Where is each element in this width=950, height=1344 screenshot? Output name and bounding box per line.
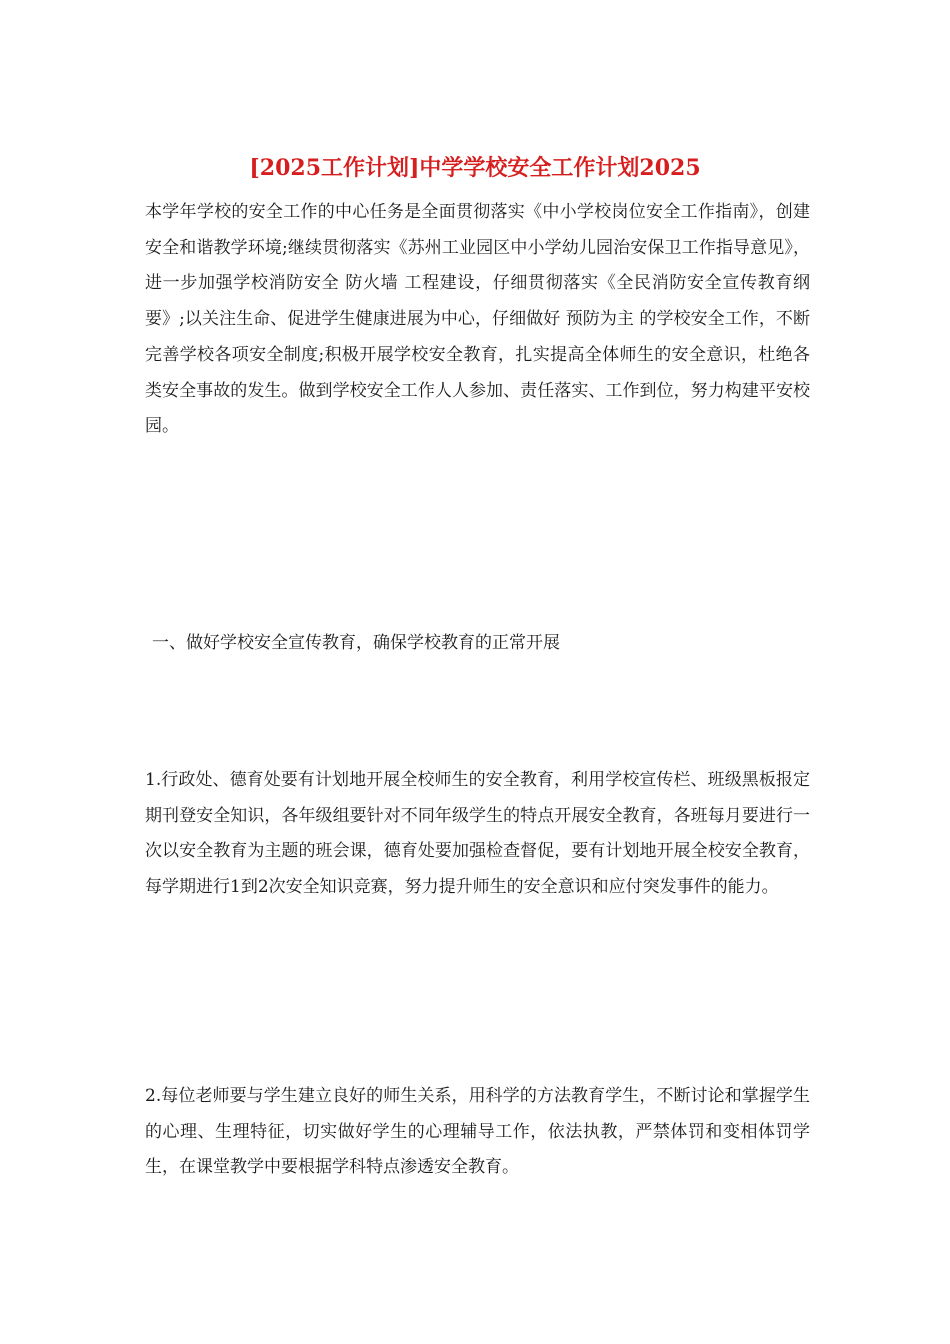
page-title: [2025工作计划]中学学校安全工作计划2025 bbox=[249, 155, 701, 181]
section-1-item-2: 2.每位老师要与学生建立良好的师生关系，用科学的方法教育学生，不断讨论和掌握学生的心理、生理特征，切实做好学生的心理辅导工作，依法执教，严禁体罚和变相体罚学生，在课堂教学中要根据学科特点渗透安全教育。 bbox=[145, 1086, 810, 1178]
intro-paragraph: 本学年学校的安全工作的中心任务是全面贯彻落实《中小学校岗位安全工作指南》，创建安全和谐教学环境;继续贯彻落实《苏州工业园区中小学幼儿园治安保卫工作指导意见》，进一步加强学校消防安全 防火墙 工程建设，仔细贯彻落实《全民消防安全宣传教育纲要》;以关注生命、促进学生健康进展为中心，仔细做好 预防为主 的学校安全工作，不断完善学校各项安全制度;积极开展学校安全教育，扎实提高全体师生的安全意识，杜绝各类安全事故的发生。做到学校安全工作人人参加、责任落实、工作到位，努力构建平安校园。 bbox=[145, 202, 810, 437]
section-1-heading: 一、做好学校安全宣传教育，确保学校教育的正常开展 bbox=[152, 633, 560, 653]
section-1-item-1: 1.行政处、德育处要有计划地开展全校师生的安全教育，利用学校宣传栏、班级黑板报定期刊登安全知识，各年级组要针对不同年级学生的特点开展安全教育，各班每月要进行一次以安全教育为主题的班会课，德育处要加强检查督促，要有计划地开展全校安全教育，每学期进行1到2次安全知识竞赛，努力提升师生的安全意识和应付突发事件的能力。 bbox=[145, 770, 810, 898]
